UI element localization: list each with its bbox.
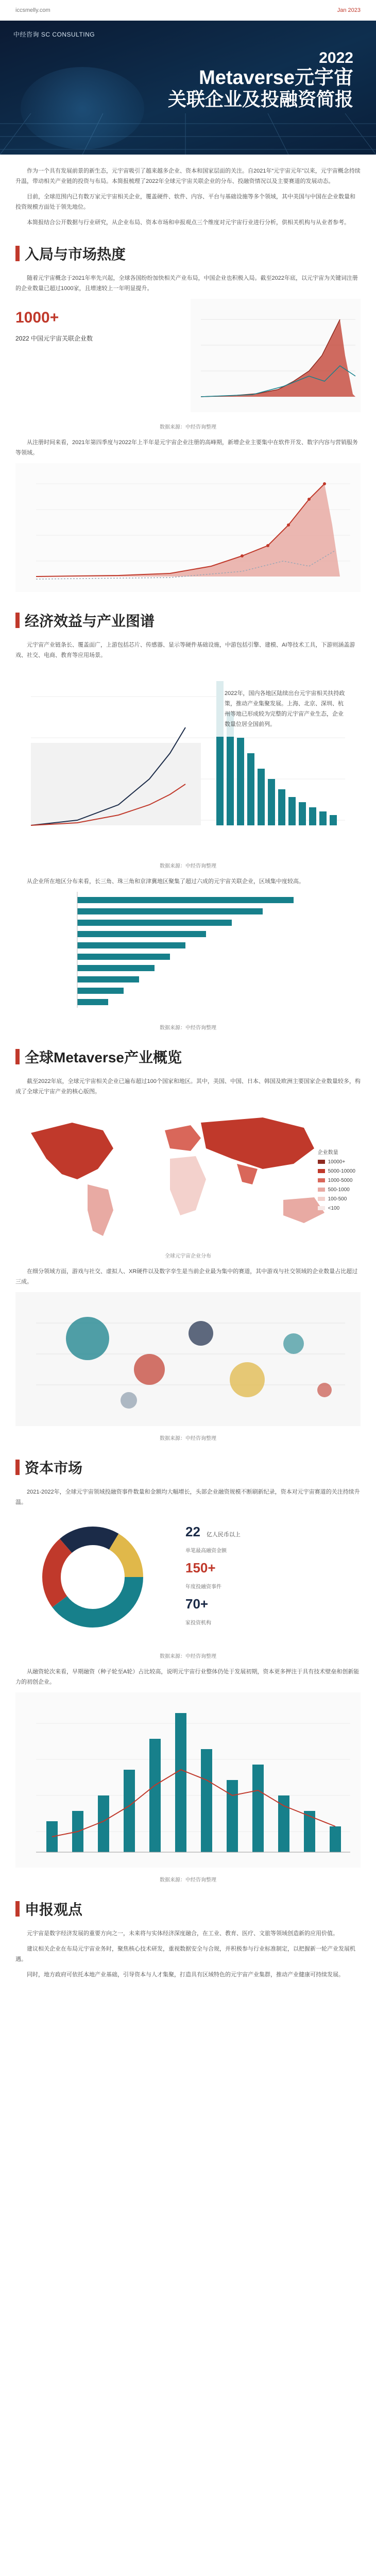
legend-label: 5000-10000 — [328, 1168, 355, 1174]
stat-label: 单笔最高融资金额 — [185, 1548, 227, 1554]
legend-item — [318, 1158, 355, 1167]
capital-text-2 — [0, 1667, 376, 1687]
intro-paragraph-3: 本简报结合公开数据与行业研究，从企业布局、资本市场和申报观点三个维度对元宇宙行业进行分析，供相关机构与从业者参考。 — [27, 219, 350, 226]
global-paragraph-2: 在细分领域方面，游戏与社交、虚拟人、XR硬件以及数字孪生是当前企业最为集中的赛道，其中游戏与社交领域的企业数量占比超过三成。 — [15, 1268, 358, 1285]
section-heading-views — [15, 1899, 376, 1919]
capital-donut — [15, 1518, 170, 1636]
hero-title — [168, 49, 353, 110]
stat-item — [185, 1560, 361, 1576]
chart-caption: 数据来源：中经咨询整理 — [160, 1025, 216, 1031]
legend-swatch — [318, 1197, 325, 1201]
legend-swatch — [318, 1160, 325, 1164]
capital-bars — [15, 1692, 361, 1868]
world-map — [15, 1102, 361, 1246]
economy-paragraph-1: 元宇宙产业链条长、覆盖面广，上游包括芯片、传感器、显示等硬件基础设施，中游包括引擎、建模、AI等技术工具，下游则涵盖游戏、社交、电商、教育等应用场景。 — [15, 642, 355, 658]
legend-label: 500-1000 — [328, 1187, 350, 1193]
hero-title-line-2: 关联企业及投融资简报 — [167, 89, 353, 110]
chart-caption: 数据来源：中经咨询整理 — [160, 1654, 216, 1659]
world-map-graphic — [15, 1102, 361, 1246]
stat-label: 年度投融资事件 — [185, 1584, 221, 1590]
market-area-chart — [191, 299, 361, 412]
stat-number: 70+ — [185, 1596, 209, 1612]
legend-item — [318, 1185, 355, 1195]
section-title: 入局与市场热度 — [25, 246, 126, 262]
section-heading-capital — [15, 1457, 376, 1478]
section-heading-market — [15, 243, 376, 264]
map-legend — [318, 1148, 355, 1213]
heading-accent — [15, 613, 20, 628]
capital-paragraph-2: 从融资轮次来看，早期融资（种子轮至A轮）占比较高，说明元宇宙行业整体仍处于发展初期，资本更多押注于具有技术壁垒和创新能力的初创企业。 — [15, 1669, 360, 1685]
chart-caption: 数据来源：中经咨询整理 — [160, 1436, 216, 1442]
economy-text — [0, 640, 376, 660]
economy-paragraph-2: 从企业所在地区分布来看，长三角、珠三角和京津冀地区聚集了超过六成的元宇宙关联企业，区域集中度较高。 — [27, 878, 304, 885]
heading-accent — [15, 1460, 20, 1475]
stat-number: 22 — [185, 1524, 200, 1539]
heading-accent — [15, 246, 20, 261]
kpi-caption: 2022 中国元宇宙关联企业数 — [15, 335, 93, 342]
legend-label: 10000+ — [328, 1159, 346, 1165]
stat-label: 家投资机构 — [185, 1620, 211, 1626]
hero-title-line-1: Metaverse元宇宙 — [199, 67, 353, 89]
market-text — [0, 273, 376, 294]
stat-item — [185, 1596, 361, 1612]
views-paragraph-3: 同时，地方政府可依托本地产业基础，引导资本与人才集聚，打造具有区域特色的元宇宙产业集群，推动产业健康可持续发展。 — [27, 1972, 344, 1978]
brand-label: 中经咨询 SC CONSULTING — [13, 31, 95, 38]
section-heading-economy — [15, 610, 376, 631]
site-url[interactable]: iccsmelly.com — [15, 7, 50, 13]
capital-text — [0, 1487, 376, 1507]
views-paragraph-2: 建议相关企业在布局元宇宙业务时，聚焦核心技术研发，重视数据安全与合规，并积极参与行业标准制定，以把握新一轮产业发展机遇。 — [15, 1946, 355, 1962]
hero-year: 2022 — [319, 49, 353, 66]
intro-paragraph-1: 作为一个具有发展前景的新生态，元宇宙吸引了越来越多企业、资本和国家层面的关注。自2021年“元宇宙元年”以来，元宇宙概念持续升温，带动相关产业链的投资与布局。本简报梳理了2022年全球元宇宙关联企业的分布、投融资情况以及主要赛道的发展动态。 — [15, 168, 361, 184]
legend-swatch — [318, 1206, 325, 1210]
global-text-2 — [0, 1266, 376, 1287]
stat-list — [185, 1518, 361, 1626]
market-text-2 — [0, 437, 376, 458]
hero-banner — [0, 21, 376, 155]
trend-chart — [15, 463, 361, 592]
legend-label: 1000-5000 — [328, 1178, 353, 1183]
legend-item — [318, 1176, 355, 1185]
capital-bar-chart — [15, 1692, 361, 1870]
heading-accent — [15, 1901, 20, 1917]
kpi-value: 1000+ — [15, 309, 59, 326]
intro-paragraph-2: 目前，全球范围内已有数万家元宇宙相关企业，覆盖硬件、软件、内容、平台与基础设施等多个领域，其中美国与中国在企业数量和投资规模方面处于领先地位。 — [15, 194, 355, 210]
global-paragraph-1: 截至2022年底，全球元宇宙相关企业已遍布超过100个国家和地区。其中，美国、中国、日本、韩国及欧洲主要国家企业数量较多，构成了全球元宇宙产业的核心版图。 — [15, 1078, 361, 1095]
economy-side-text: 2022年，国内各地区陆续出台元宇宙相关扶持政策，推动产业集聚发展。上海、北京、深圳、杭州等地已形成较为完整的元宇宙产业生态，企业数量位居全国前列。 — [216, 681, 355, 737]
market-paragraph-1: 随着元宇宙概念于2021年率先兴起，全球各国纷纷加快相关产业布局，中国企业也积极入局。截至2022年底，以元宇宙为关键词注册的企业数量已超过1000家，且增速较上一年明显提升。 — [15, 275, 358, 292]
bubble-graphic — [15, 1292, 361, 1426]
legend-title: 企业数量 — [317, 1150, 338, 1156]
legend-item — [318, 1195, 355, 1204]
report-date: Jan 2023 — [337, 7, 361, 13]
legend-swatch — [318, 1169, 325, 1173]
stat-item — [185, 1524, 361, 1540]
region-bar-chart — [15, 892, 361, 1018]
legend-item — [318, 1204, 355, 1213]
capital-paragraph-1: 2021-2022年，全球元宇宙领域投融资事件数量和金额均大幅增长，头部企业融资规模不断刷新纪录，资本对元宇宙赛道的关注持续升温。 — [15, 1489, 360, 1505]
bubble-chart — [15, 1292, 361, 1429]
chart-caption: 数据来源：中经咨询整理 — [160, 1877, 216, 1883]
market-trend-chart — [15, 463, 361, 595]
section-title: 全球Metaverse产业概览 — [25, 1049, 182, 1065]
intro — [0, 166, 376, 228]
section-title: 申报观点 — [25, 1902, 83, 1918]
views-paragraph-1: 元宇宙是数字经济发展的重要方向之一，未来将与实体经济深度融合，在工业、教育、医疗、文旅等领域创造新的应用价值。 — [27, 1930, 338, 1937]
market-paragraph-2: 从注册时间来看，2021年第四季度与2022年上半年是元宇宙企业注册的高峰期，新增企业主要集中在软件开发、数字内容与营销服务等领域。 — [15, 439, 358, 456]
legend-item — [318, 1167, 355, 1176]
hero-decoration — [0, 113, 376, 155]
legend-swatch — [318, 1178, 325, 1182]
chart-caption: 数据来源：中经咨询整理 — [160, 425, 216, 430]
section-title: 资本市场 — [25, 1460, 83, 1476]
legend-swatch — [318, 1188, 325, 1192]
global-text — [0, 1076, 376, 1097]
top-bar — [0, 0, 376, 21]
chart-caption: 数据来源：中经咨询整理 — [160, 863, 216, 869]
region-bars — [15, 892, 361, 1015]
legend-label: <100 — [328, 1206, 340, 1211]
market-kpi — [15, 299, 361, 417]
views-text — [0, 1928, 376, 1980]
heading-accent — [15, 1049, 20, 1064]
capital-stats — [15, 1513, 361, 1647]
section-heading-global — [15, 1046, 376, 1067]
kpi-block — [15, 309, 170, 343]
economy-chart-panel — [15, 666, 361, 856]
section-title: 经济效益与产业图谱 — [25, 613, 155, 629]
economy-text-2 — [0, 876, 376, 887]
stat-unit: 亿人民币以上 — [206, 1532, 241, 1538]
stat-number: 150+ — [185, 1560, 216, 1575]
map-caption: 全球元宇宙企业分布 — [165, 1253, 211, 1259]
legend-label: 100-500 — [328, 1196, 347, 1202]
